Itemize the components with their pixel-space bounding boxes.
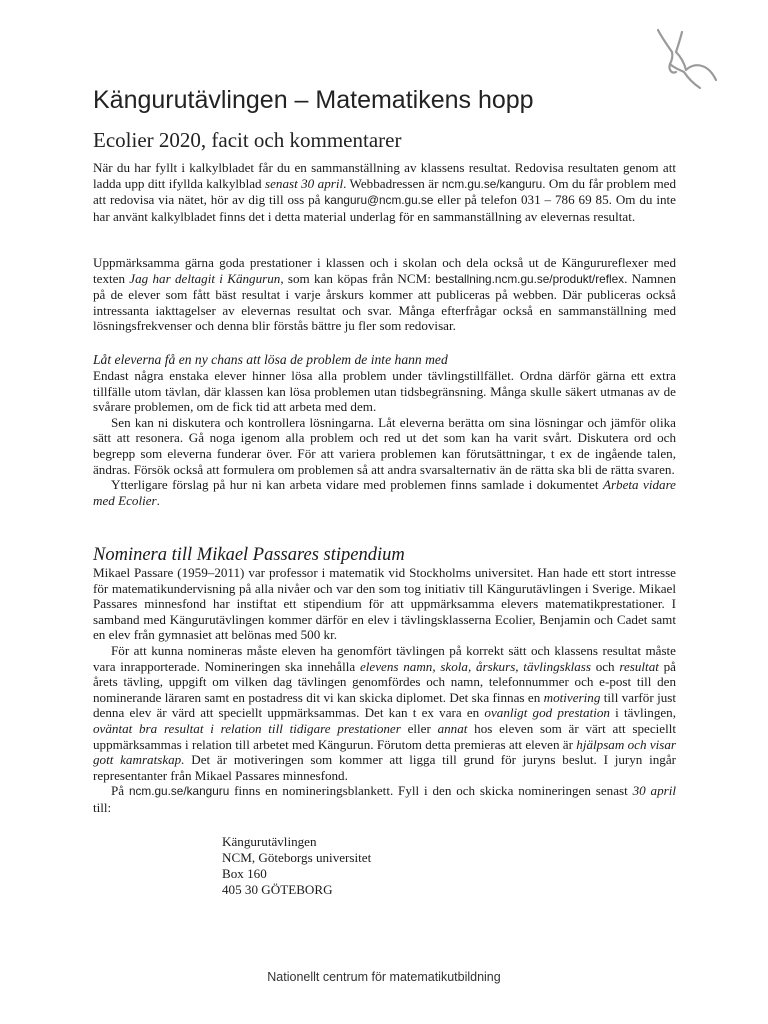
address-line-2: NCM, Göteborgs universitet xyxy=(222,850,372,865)
reflex-shop-link[interactable]: bestallning.ncm.gu.se/produkt/reflex xyxy=(435,271,625,286)
page-title: Kängurutävlingen – Matematikens hopp xyxy=(93,86,534,114)
kanguru-email-link[interactable]: kanguru@ncm.gu.se xyxy=(324,193,434,208)
page-footer: Nationellt centrum för matematikutbildning xyxy=(267,970,501,984)
intro-paragraph-1: När du har fyllt i kalkylbladet får du en sammanställning av klassens resultat. Redovisa resultaten genom att ladda upp ditt ifyllda kalkylblad senast 30 april. Webbadressen är ncm.gu.se/kanguru. Om du får problem med att redovisa via nätet, hör av dig till oss på kanguru@ncm.gu.se eller på telefon 031 – 786 69 85. Om du inte har använt kalkylbladet finns det i detta material underlag för en sammanställning av elevernas resultat. xyxy=(93,160,676,224)
address-line-4: 405 30 GÖTEBORG xyxy=(222,882,333,897)
retry-heading: Låt eleverna få en ny chans att lösa de problem de inte hann med xyxy=(93,352,448,367)
stipend-paragraph-3: På ncm.gu.se/kanguru finns en nomineringsblankett. Fyll i den och skicka nomineringen senast 30 april till: xyxy=(93,783,676,815)
postal-address xyxy=(222,834,522,898)
address-line-3: Box 160 xyxy=(222,866,267,881)
kanguru-web-link[interactable]: ncm.gu.se/kanguru xyxy=(441,176,543,191)
stipend-heading: Nominera till Mikael Passares stipendium xyxy=(93,545,405,565)
retry-paragraph-2: Sen kan ni diskutera och kontrollera lösningarna. Låt eleverna berätta om sina lösningar och jämför olika sätt att resonera. Gå noga igenom alla problem och red ut det som kan ha varit svårt. Diskutera ord och begrepp som eleverna funderar över. För att variera problemen kan förutsättningar, t ex de ingående talen, ändras. Försök också att formulera om problemen så att andra svarsalternativ än de rätta ska bli de rätta svaren. xyxy=(93,414,676,477)
retry-paragraph-3: Ytterligare förslag på hur ni kan arbeta vidare med problemen finns samlade i dokumentet Arbeta vidare med Ecolier. xyxy=(93,477,676,508)
intro-paragraph-2: Uppmärksamma gärna goda prestationer i klassen och i skolan och dela också ut de Kängurureflexer med texten Jag har deltagit i Kängurun, som kan köpas från NCM: bestallning.ncm.gu.se/produkt/reflex. Namnen på de elever som fått bäst resultat i varje årskurs kommer att publiceras på webben. Där publiceras också intressanta iakttagelser av elevernas resultat och svar. Många efterfrågar också en sammanställning med lösningsfrekvenser och denna blir förstås bättre ju fler som redovisar. xyxy=(93,255,676,334)
nomination-web-link[interactable]: ncm.gu.se/kanguru xyxy=(128,784,230,799)
stipend-paragraph-2: För att kunna nomineras måste eleven ha genomfört tävlingen på korrekt sätt och klassens resultat måste vara inrapporterade. Nomineringen ska innehålla elevens namn, skola, årskurs, tävlingsklass och resultat på årets tävling, uppgift om vilken dag tävlingen genomfördes och namn, telefonnummer och e-post till den nominerande läraren samt en postadress dit vi kan skicka diplomet. Det ska finnas en motivering till varför just denna elev är värd att speciellt uppmärksammas. Det kan t ex vara en ovanligt god prestation i tävlingen, oväntat bra resultat i relation till tidigare prestationer eller annat hos eleven som är värt att speciellt uppmärksammas i relation till arbetet med Kängurun. Förutom detta premieras att eleven är hjälpsam och visar gott kamratskap. Det är motiveringen som kommer att ligga till grund för juryns beslut. I juryn ingår representanter från Mikael Passares minnesfond. xyxy=(93,642,677,783)
page-subtitle: Ecolier 2020, facit och kommentarer xyxy=(93,128,402,152)
stipend-paragraph-1: Mikael Passare (1959–2011) var professor i matematik vid Stockholms universitet. Han hade ett stort intresse för matematikundervisning på alla nivåer och var den som tog initiativ till Kängurutävlingen i Sverige. Mikael Passares minnesfond har instiftat ett stipendium för att uppmärksamma elevers matematikprestationer. I samband med Kängurutävlingen kommer därför en elev i tävlingsklasserna Ecolier, Benjamin och Cadet samt en elev från gymnasiet att belönas med 500 kr. xyxy=(93,565,676,643)
retry-paragraph-1: Endast några enstaka elever hinner lösa alla problem under tävlingstillfället. Ordna därför gärna ett extra tillfälle utom tävlan, där klassen kan lösa problemen utan tidsbegränsning. Många skulle säkert utmanas av de svårare problemen, om de fick tid att arbeta med dem. xyxy=(93,368,676,415)
address-line-1: Kängurutävlingen xyxy=(222,834,317,849)
retry-section xyxy=(93,368,676,508)
kangaroo-logo-icon xyxy=(650,26,722,92)
stipend-section xyxy=(93,565,676,816)
